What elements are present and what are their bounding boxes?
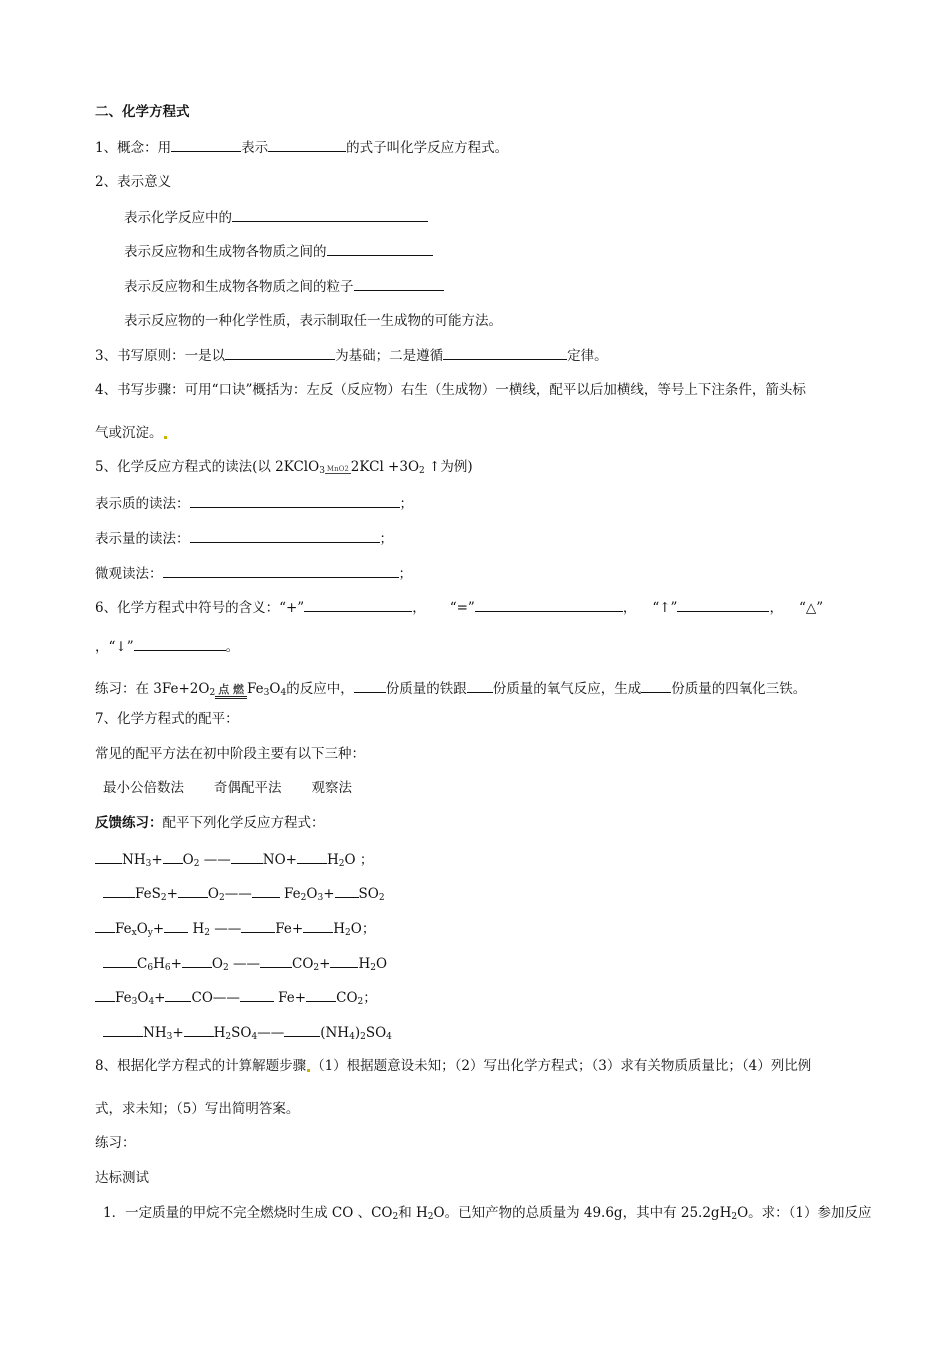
method-item: 观察法 — [311, 780, 352, 796]
text: 3、书写原则：一是以 — [95, 348, 226, 364]
text: O。已知产物的总质量为 49.6g，其中有 25.2gH — [433, 1205, 732, 1221]
subscript: 2 — [392, 1212, 399, 1222]
blank — [103, 1023, 143, 1037]
text: SO — [231, 1025, 252, 1041]
text: “↑” — [652, 600, 678, 616]
blank — [354, 277, 444, 291]
text: + — [323, 886, 335, 902]
blank — [163, 850, 183, 864]
methods-line — [103, 779, 352, 797]
blank — [95, 919, 115, 933]
blank — [103, 954, 137, 968]
text: O — [136, 921, 148, 937]
feedback-label: 反馈练习： — [95, 815, 163, 831]
blank — [335, 884, 359, 898]
text: ； — [363, 990, 377, 1006]
calc-line-2: 式，求未知；（5）写出简明答案。 — [95, 1101, 300, 1117]
subscript: 2 — [357, 997, 364, 1007]
text: + — [152, 921, 165, 937]
subscript: 3 — [319, 466, 325, 476]
blank — [475, 598, 623, 612]
text: O — [306, 886, 318, 902]
subscript: 2 — [204, 928, 210, 938]
blank — [284, 1023, 320, 1037]
text: —— — [199, 852, 231, 868]
equation-5 — [95, 988, 377, 1007]
subscript: 3 — [145, 859, 152, 869]
text: Fe — [247, 681, 264, 697]
text: ↑为例) — [424, 459, 473, 475]
text: ， — [769, 600, 783, 616]
text: 的式子叫化学反应方程式。 — [346, 140, 509, 156]
blank — [260, 954, 292, 968]
text: NH — [122, 852, 146, 868]
subscript: 3 — [166, 1032, 173, 1042]
text: —— — [228, 956, 261, 972]
text: ， — [622, 600, 637, 616]
text: 表示反应物和生成物各物质之间的 — [124, 244, 327, 260]
subscript: 2 — [345, 928, 351, 938]
blank — [163, 564, 399, 578]
text: + — [151, 852, 163, 868]
text: ，“↓” — [95, 639, 134, 655]
blank — [304, 598, 412, 612]
blank — [330, 954, 358, 968]
blank — [171, 138, 241, 152]
blank — [225, 346, 335, 360]
subscript: 6 — [147, 963, 154, 973]
blank — [232, 208, 428, 222]
text: O — [375, 956, 388, 972]
blank — [178, 884, 208, 898]
text: CO — [292, 956, 314, 972]
subscript: y — [147, 928, 153, 938]
text: H — [153, 956, 165, 972]
text: 微观读法： — [95, 566, 163, 582]
steps-line-1: 4、书写步骤：可用“口诀”概括为：左反（反应物）右生（生成物）一横线，配平以后加横线，等号上下注条件，箭头标 — [95, 382, 806, 398]
subscript: 2 — [419, 466, 425, 476]
subscript: 2 — [209, 688, 216, 698]
blank — [103, 884, 135, 898]
text: 定律。 — [567, 348, 608, 364]
blank — [327, 242, 433, 256]
text: —— — [257, 1025, 285, 1041]
equation-3 — [95, 919, 375, 938]
text: H — [188, 921, 205, 937]
blank — [182, 954, 212, 968]
subscript: 3 — [317, 893, 324, 903]
mark — [307, 1069, 310, 1072]
method-item: 最小公倍数法 — [103, 780, 184, 796]
subscript: 2 — [360, 1032, 366, 1042]
question-1 — [103, 1204, 872, 1222]
condition-label: 点 燃 — [215, 684, 247, 699]
text: Fe+ — [273, 990, 307, 1006]
subscript: 2 — [731, 1212, 738, 1222]
text: —— — [210, 921, 242, 937]
text: 份质量的铁跟 — [385, 681, 467, 697]
text: 1．一定质量的甲烷不完全燃烧时生成 CO 、CO — [103, 1205, 393, 1221]
text: （1）根据题意设未知；（2）写出化学方程式；（3）求有关物质质量比；（4）列比例 — [311, 1058, 812, 1074]
text: H — [326, 852, 339, 868]
equation-2 — [103, 884, 385, 903]
text: NO+ — [262, 852, 297, 868]
text: 2KCl +3O — [350, 459, 420, 475]
blank — [95, 988, 115, 1002]
text: O； — [350, 921, 376, 937]
text: 份质量的四氧化三铁。 — [671, 681, 807, 697]
text: + — [166, 886, 178, 902]
text: 5、化学反应方程式的读法(以 2KClO — [95, 459, 320, 475]
blank — [677, 598, 769, 612]
blank — [190, 494, 400, 508]
text: NH — [143, 1025, 167, 1041]
subscript: 4 — [386, 1032, 392, 1042]
blank — [241, 919, 275, 933]
symbols-line-1 — [95, 598, 823, 617]
methods-intro: 常见的配平方法在初中阶段主要有以下三种： — [95, 746, 365, 762]
text: Fe — [115, 990, 132, 1006]
blank — [165, 988, 191, 1002]
blank — [190, 529, 380, 543]
text: SO — [365, 1025, 387, 1041]
blank — [443, 346, 567, 360]
text: FeS — [135, 886, 161, 902]
text: 表示质的读法： — [95, 496, 190, 512]
text: (NH — [320, 1025, 350, 1041]
exercise-label: 练习： — [95, 1135, 136, 1151]
text: CO — [336, 990, 358, 1006]
condition-label: MnO2 — [326, 465, 349, 473]
text: 气或沉淀。 — [95, 425, 163, 441]
equation-4 — [103, 954, 387, 973]
text: SO — [358, 886, 379, 902]
principle-line — [95, 346, 608, 365]
test-title: 达标测试 — [95, 1170, 149, 1186]
blank — [252, 884, 280, 898]
meaning-line-4 — [124, 312, 502, 330]
subscript: 3 — [131, 997, 138, 1007]
text: O — [137, 990, 149, 1006]
subscript: x — [131, 928, 137, 938]
blank — [134, 637, 226, 651]
text: 份质量的氧气反应，生成 — [492, 681, 642, 697]
subscript: 2 — [222, 963, 229, 973]
subscript: 2 — [370, 963, 376, 973]
blank — [95, 850, 122, 864]
reading-line — [95, 458, 473, 476]
subscript: 4 — [148, 997, 155, 1007]
subscript: 4 — [251, 1032, 258, 1042]
text: Fe — [115, 921, 132, 937]
text: O。求：（1）参加反应 — [737, 1205, 872, 1221]
symbols-line-2 — [95, 637, 239, 656]
subscript: 2 — [225, 1032, 232, 1042]
meaning-line-3 — [124, 277, 444, 296]
feedback-line — [95, 814, 325, 832]
equation-1 — [95, 850, 373, 869]
text: ， — [412, 600, 426, 616]
subscript: 6 — [164, 963, 171, 973]
subscript: 2 — [160, 893, 167, 903]
section-title: 二、化学方程式 — [95, 104, 190, 120]
meaning-title: 2、表示意义 — [95, 174, 172, 190]
text: H — [358, 956, 371, 972]
calc-line-1 — [95, 1057, 811, 1075]
text: CO—— — [191, 990, 240, 1006]
subscript: 2 — [427, 1212, 434, 1222]
blank — [297, 850, 327, 864]
text: 表示化学反应中的 — [124, 210, 232, 226]
blank — [354, 679, 386, 693]
practice-line — [95, 679, 806, 700]
blank — [231, 850, 263, 864]
text: “=” — [449, 600, 475, 616]
text: ) — [354, 1025, 361, 1041]
blank — [306, 988, 336, 1002]
subscript: 2 — [219, 893, 225, 903]
text: + — [170, 956, 182, 972]
blank — [184, 1023, 214, 1037]
text: C — [137, 956, 148, 972]
text: ； — [398, 566, 412, 582]
balance-title: 7、化学方程式的配平： — [95, 711, 239, 727]
subscript: 3 — [263, 688, 270, 698]
subscript: 2 — [378, 893, 385, 903]
text: “△” — [798, 600, 824, 616]
text: —— — [224, 886, 252, 902]
text: O — [211, 956, 223, 972]
text: + — [154, 990, 166, 1006]
text: O — [207, 886, 219, 902]
blank — [164, 919, 188, 933]
text: 8、根据化学方程式的计算解题步骤 — [95, 1058, 307, 1074]
text: Fe — [279, 886, 301, 902]
text: + — [172, 1025, 184, 1041]
blank — [240, 988, 274, 1002]
text: + — [319, 956, 331, 972]
text: 表示反应物的一种化学性质，表示制取任一生成物的可能方法。 — [124, 313, 502, 329]
text: 1、概念：用 — [95, 140, 172, 156]
read-quantity-line — [95, 529, 393, 548]
text: 表示反应物和生成物各物质之间的粒子 — [124, 279, 354, 295]
mark — [164, 436, 167, 439]
text: O ； — [344, 852, 374, 868]
blank — [641, 679, 671, 693]
subscript: 2 — [338, 859, 345, 869]
subscript: 4 — [280, 688, 287, 698]
reaction-condition — [215, 684, 247, 700]
text: H — [213, 1025, 226, 1041]
blank — [303, 919, 333, 933]
text: 表示 — [241, 140, 269, 156]
steps-line-2 — [95, 424, 168, 442]
concept-line — [95, 138, 508, 157]
text: H — [333, 921, 346, 937]
text: 配平下列化学反应方程式： — [162, 815, 325, 831]
reaction-condition — [325, 466, 351, 475]
read-quality-line — [95, 494, 413, 513]
text: ； — [379, 531, 393, 547]
text: O — [182, 852, 194, 868]
text: 。 — [225, 639, 240, 655]
meaning-line-1 — [124, 208, 428, 227]
meaning-line-2 — [124, 242, 433, 261]
subscript: 4 — [349, 1032, 355, 1042]
read-micro-line — [95, 564, 412, 583]
subscript: 2 — [300, 893, 307, 903]
text: Fe+ — [275, 921, 304, 937]
text: 和 H — [398, 1205, 428, 1221]
text: ； — [399, 496, 413, 512]
text: O — [269, 681, 281, 697]
equation-6 — [103, 1023, 392, 1042]
method-item: 奇偶配平法 — [214, 780, 282, 796]
blank — [268, 138, 346, 152]
blank — [467, 679, 493, 693]
text: 为基础；二是遵循 — [335, 348, 444, 364]
text: 的反应中， — [286, 681, 354, 697]
text: 6、化学方程式中符号的含义：“+” — [95, 600, 305, 616]
text: 练习：在 3Fe+2O — [95, 681, 210, 697]
subscript: 2 — [193, 859, 200, 869]
subscript: 2 — [313, 963, 320, 973]
text: 表示量的读法： — [95, 531, 190, 547]
